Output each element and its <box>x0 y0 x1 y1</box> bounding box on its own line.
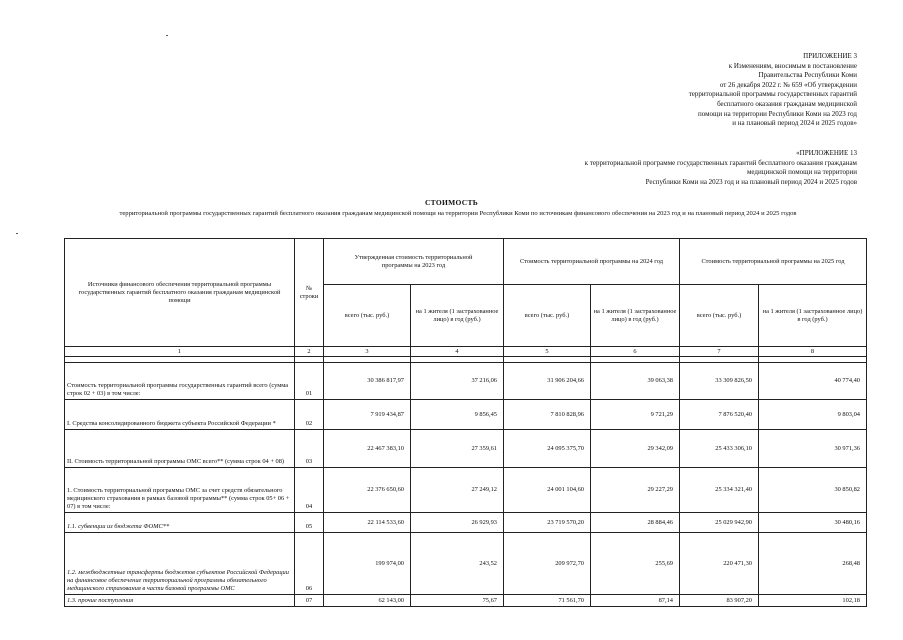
cell-per-capita-2025: 30 480,16 <box>759 513 867 533</box>
row-code: 03 <box>295 430 324 468</box>
table-row <box>65 468 867 513</box>
cell-per-capita-2023: 27 249,12 <box>411 468 504 513</box>
cell-per-capita-2023: 243,52 <box>411 533 504 595</box>
cell-total-2023: 22 114 533,60 <box>324 513 411 533</box>
header-source: Источники финансового обеспечения территориальной программы государственных гарантий бесплатного оказания гражданам медицинской помощи <box>65 239 295 347</box>
header-total-2024: всего (тыс. руб.) <box>504 285 591 347</box>
program-annex-line: «ПРИЛОЖЕНИЕ 13 <box>796 149 857 157</box>
cell-per-capita-2025: 268,48 <box>759 533 867 595</box>
cell-per-capita-2024: 9 721,29 <box>591 400 680 430</box>
document-subtitle: территориальной программы государственных гарантий бесплатного оказания гражданам медицинской помощи на территории Республики Коми по источникам финансового обеспечения на 2023 год и на плановый период 2024 и 2025 годов <box>119 210 797 217</box>
cell-total-2025: 220 471,30 <box>680 533 759 595</box>
annex-line: территориальной программы государственных гарантий <box>688 90 857 99</box>
row-label: 1. Стоимость территориальной программы ОМС за счет средств обязательного медицинского страхования в рамках базовой программы** (сумма строк 05+ 06 + 07) в том числе: <box>65 468 295 513</box>
cell-per-capita-2024: 87,14 <box>591 595 680 607</box>
table-header-row <box>65 239 867 285</box>
column-number: 1 <box>65 347 295 357</box>
annex-line: к Изменениям, вносимым в постановление <box>728 61 857 70</box>
document-title: СТОИМОСТЬ <box>424 198 479 207</box>
annex-line: Правительства Республики Коми <box>758 71 857 80</box>
row-code: 05 <box>295 513 324 533</box>
cell-per-capita-2025: 40 774,40 <box>759 363 867 400</box>
header-period-2023: Утвержденная стоимость территориальной программы на 2023 год <box>324 239 504 285</box>
cell-total-2025: 25 433 306,10 <box>680 430 759 468</box>
row-label: 1.3. прочие поступления <box>65 595 295 607</box>
header-total-2025: всего (тыс. руб.) <box>680 285 759 347</box>
header-per-capita-2025: на 1 жителя (1 застрахованное лицо) в год (руб.) <box>759 285 867 347</box>
table-row <box>65 400 867 430</box>
row-label: Стоимость территориальной программы государственных гарантий всего (сумма строк 02 + 03) в том числе: <box>65 363 295 400</box>
column-number-row <box>65 347 867 357</box>
table-row <box>65 363 867 400</box>
row-code: 07 <box>295 595 324 607</box>
program-annex-header <box>585 149 857 187</box>
annex-line: от 26 декабря 2022 г. № 659 «Об утверждении <box>719 80 857 89</box>
annex-line: помощи на территории Республики Коми на 2023 год <box>697 109 857 118</box>
table-row <box>65 533 867 595</box>
annex-line: и на плановый период 2024 и 2025 годов» <box>732 119 857 128</box>
scan-speck <box>166 35 168 36</box>
row-label: II. Стоимость территориальной программы ОМС всего** (сумма строк 04 + 08) <box>65 430 295 468</box>
cell-per-capita-2024: 29 342,09 <box>591 430 680 468</box>
column-number: 4 <box>411 347 504 357</box>
table-row <box>65 430 867 468</box>
header-per-capita-2024: на 1 жителя (1 застрахованное лицо) в год (руб.) <box>591 285 680 347</box>
cell-total-2023: 22 376 650,60 <box>324 468 411 513</box>
cell-total-2024: 23 719 570,20 <box>504 513 591 533</box>
cell-total-2024: 71 561,70 <box>504 595 591 607</box>
table-row <box>65 513 867 533</box>
cell-total-2023: 7 919 434,87 <box>324 400 411 430</box>
column-number: 7 <box>680 347 759 357</box>
column-number: 6 <box>591 347 680 357</box>
cell-total-2025: 7 876 520,40 <box>680 400 759 430</box>
row-code: 04 <box>295 468 324 513</box>
cell-total-2023: 22 467 383,10 <box>324 430 411 468</box>
column-number: 3 <box>324 347 411 357</box>
cell-per-capita-2023: 27 359,61 <box>411 430 504 468</box>
column-number: 8 <box>759 347 867 357</box>
cost-table <box>64 238 867 607</box>
program-annex-line: Республики Коми на 2023 год и на плановый период 2024 и 2025 годов <box>645 177 857 186</box>
header-period-2024: Стоимость территориальной программы на 2024 год <box>504 239 680 285</box>
table-row <box>65 595 867 607</box>
cell-total-2023: 30 386 817,97 <box>324 363 411 400</box>
cell-total-2024: 209 972,70 <box>504 533 591 595</box>
row-label: 1.1. субвенции из бюджета ФОМС** <box>65 513 295 533</box>
row-code: 01 <box>295 363 324 400</box>
cell-per-capita-2024: 39 063,38 <box>591 363 680 400</box>
cell-total-2024: 7 810 828,96 <box>504 400 591 430</box>
program-annex-line: медицинской помощи на территории <box>746 168 857 177</box>
row-label: 1.2. межбюджетные трансферты бюджетов субъектов Российской Федерации на финансовое обеспечение территориальной программы обязательного медицинского страхования в части базовой программы ОМС <box>65 533 295 595</box>
program-annex-line: к территориальной программе государственных гарантий бесплатного оказания гражданам <box>584 158 857 167</box>
cell-total-2024: 24 095 375,70 <box>504 430 591 468</box>
annex-header <box>689 52 857 129</box>
header-period-2025: Стоимость территориальной программы на 2025 год <box>680 239 867 285</box>
header-row-number: № строки <box>295 239 324 347</box>
annex-line: бесплатного оказания гражданам медицинской <box>717 99 857 108</box>
column-number: 5 <box>504 347 591 357</box>
cell-total-2025: 25 029 942,90 <box>680 513 759 533</box>
cell-total-2025: 83 907,20 <box>680 595 759 607</box>
cell-total-2025: 25 334 321,40 <box>680 468 759 513</box>
cell-total-2023: 62 143,00 <box>324 595 411 607</box>
cell-per-capita-2024: 255,69 <box>591 533 680 595</box>
row-code: 06 <box>295 533 324 595</box>
header-per-capita-2023: на 1 жителя (1 застрахованное лицо) в год (руб.) <box>411 285 504 347</box>
row-label: I. Средства консолидированного бюджета субъекта Российской Федерации * <box>65 400 295 430</box>
scan-speck <box>16 233 18 234</box>
row-code: 02 <box>295 400 324 430</box>
cell-per-capita-2023: 37 216,06 <box>411 363 504 400</box>
cell-per-capita-2023: 9 856,45 <box>411 400 504 430</box>
annex-line: ПРИЛОЖЕНИЕ 3 <box>803 52 857 60</box>
cell-total-2024: 24 001 104,60 <box>504 468 591 513</box>
cell-total-2025: 33 309 826,50 <box>680 363 759 400</box>
cell-per-capita-2025: 102,18 <box>759 595 867 607</box>
header-total-2023: всего (тыс. руб.) <box>324 285 411 347</box>
cell-total-2023: 199 974,00 <box>324 533 411 595</box>
cell-per-capita-2025: 30 971,36 <box>759 430 867 468</box>
cell-per-capita-2024: 28 884,46 <box>591 513 680 533</box>
cell-per-capita-2025: 30 850,82 <box>759 468 867 513</box>
cell-per-capita-2023: 75,67 <box>411 595 504 607</box>
cell-per-capita-2023: 26 929,93 <box>411 513 504 533</box>
column-number: 2 <box>295 347 324 357</box>
cell-per-capita-2024: 29 227,29 <box>591 468 680 513</box>
cell-per-capita-2025: 9 803,04 <box>759 400 867 430</box>
cell-total-2024: 31 906 204,66 <box>504 363 591 400</box>
